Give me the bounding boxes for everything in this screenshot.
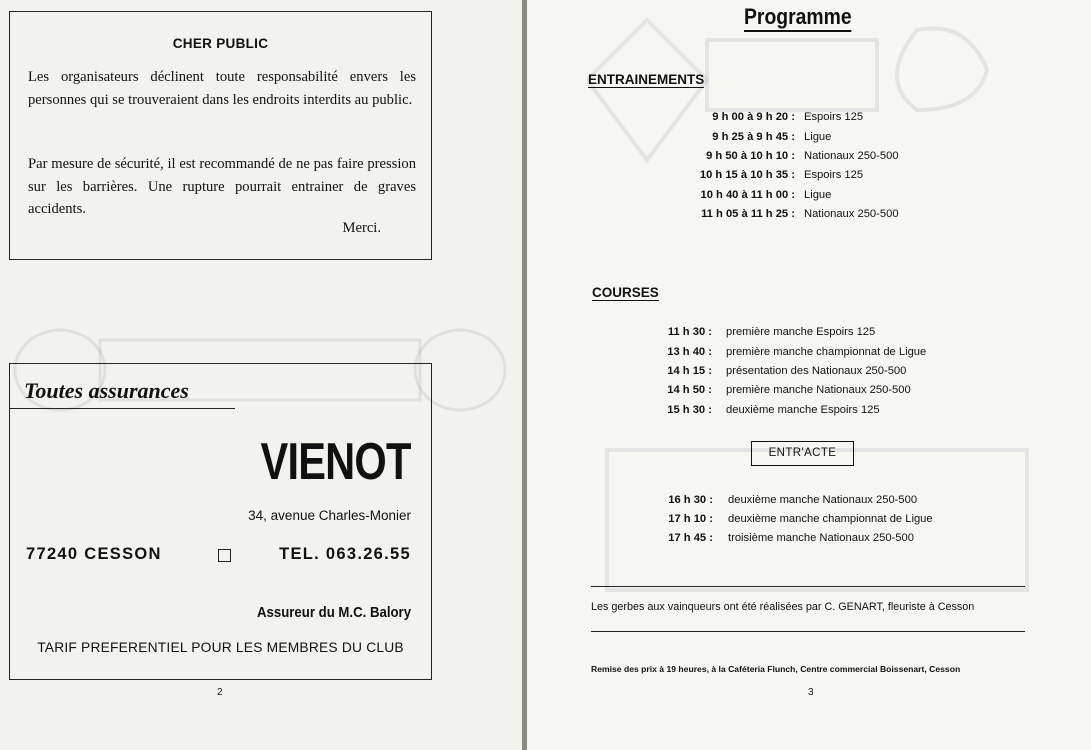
entrainement-event: Nationaux 250-500 xyxy=(804,208,899,220)
prize-ceremony-note: Remise des prix à 19 heures, à la Caféteria Flunch, Centre commercial Boissenart, Cesson xyxy=(591,664,961,674)
entrainement-time: 9 h 25 à 9 h 45 : xyxy=(712,131,795,143)
entrainement-event: Nationaux 250-500 xyxy=(804,150,899,162)
course-time: 13 h 40 : xyxy=(667,346,712,358)
entrainement-event: Espoirs 125 xyxy=(804,169,864,181)
course-event: présentation des Nationaux 250-500 xyxy=(726,365,907,377)
notice-title: CHER PUBLIC xyxy=(172,36,269,51)
ad-company-name: VIENOT xyxy=(260,433,411,491)
entrainement-time: 9 h 00 à 9 h 20 : xyxy=(712,111,795,123)
entrainement-time: 10 h 40 à 11 h 00 : xyxy=(700,189,795,201)
course-event: première manche championnat de Ligue xyxy=(726,346,927,358)
gerbes-suffix: , fleuriste à Cesson xyxy=(881,601,975,613)
gerbes-prefix: Les gerbes aux vainqueurs ont été réalisées par xyxy=(591,601,825,613)
notice-paragraph-2: Par mesure de sécurité, il est recommandé de ne pas faire pression sur les barrières. Une rupture pourrait entrainer de graves accidents. xyxy=(28,156,416,217)
entrainement-event: Espoirs 125 xyxy=(804,111,864,123)
insurance-ad xyxy=(9,363,432,680)
course-time: 11 h 30 : xyxy=(667,326,712,338)
course-time: 14 h 50 : xyxy=(667,384,712,396)
gerbes-note xyxy=(591,601,974,613)
public-notice-box xyxy=(9,11,432,260)
ad-role: Assureur du M.C. Balory xyxy=(256,604,411,621)
entrainement-event: Ligue xyxy=(804,131,832,143)
notice-paragraph-1: Les organisateurs déclinent toute responsabilité envers les personnes qui se trouveraient dans les endroits interdits au public. xyxy=(28,69,416,108)
programme-title: Programme xyxy=(744,4,852,32)
ad-address: 34, avenue Charles-Monier xyxy=(248,508,411,523)
ad-separator-square xyxy=(218,549,231,562)
page-number-left: 2 xyxy=(217,687,223,698)
courses-heading: COURSES xyxy=(592,285,659,300)
course-event: première manche Espoirs 125 xyxy=(726,326,876,338)
right-page xyxy=(527,0,1091,750)
course-time: 15 h 30 : xyxy=(667,404,712,416)
ad-slogan-rule xyxy=(10,408,235,409)
course-time: 14 h 15 : xyxy=(667,365,712,377)
entrainement-time: 11 h 05 à 11 h 25 : xyxy=(701,208,795,220)
notice-closing: Merci. xyxy=(342,220,381,236)
course-event: troisième manche Nationaux 250-500 xyxy=(728,532,914,544)
ad-tarif: TARIF PREFERENTIEL POUR LES MEMBRES DU CLUB xyxy=(37,640,404,655)
entracte-label: ENTR'ACTE xyxy=(751,441,854,466)
ad-city: 77240 CESSON xyxy=(26,545,162,563)
page-number-right: 3 xyxy=(808,687,814,698)
entrainement-time: 9 h 50 à 10 h 10 : xyxy=(706,150,795,162)
course-time: 17 h 10 : xyxy=(668,513,713,525)
course-event: deuxième manche Espoirs 125 xyxy=(726,404,880,416)
divider-bottom xyxy=(591,631,1025,632)
ad-phone: TEL. 063.26.55 xyxy=(279,545,411,563)
course-time: 17 h 45 : xyxy=(668,532,713,544)
course-event: première manche Nationaux 250-500 xyxy=(726,384,911,396)
gerbes-florist: C. GENART xyxy=(824,601,882,613)
ad-slogan: Toutes assurances xyxy=(24,378,189,403)
left-page xyxy=(0,0,524,750)
entrainements-heading: ENTRAINEMENTS xyxy=(588,72,705,87)
divider-top xyxy=(591,586,1025,587)
course-event: deuxième manche Nationaux 250-500 xyxy=(728,494,918,506)
course-event: deuxième manche championnat de Ligue xyxy=(728,513,933,525)
course-time: 16 h 30 : xyxy=(668,494,713,506)
entrainement-event: Ligue xyxy=(804,189,832,201)
entrainement-time: 10 h 15 à 10 h 35 : xyxy=(699,169,795,181)
